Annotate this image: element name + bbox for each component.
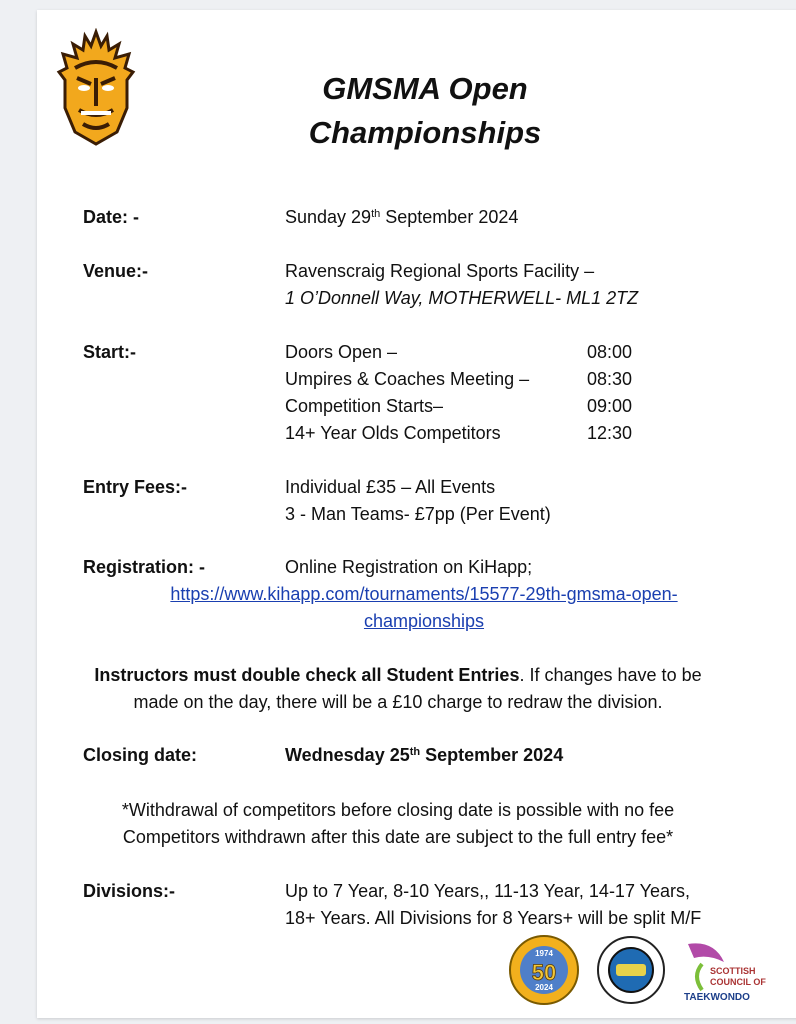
venue-line-2: 1 O’Donnell Way, MOTHERWELL- ML1 2TZ [285, 288, 639, 308]
sct-line-3: TAEKWONDO [684, 992, 750, 1003]
date-day: Sunday 29 [285, 207, 372, 227]
closing-value [285, 744, 563, 766]
registration-label: Registration: - [83, 557, 206, 577]
svg-text:1974: 1974 [535, 949, 553, 958]
date-value [285, 206, 518, 228]
start-event: Doors Open – [285, 342, 398, 362]
date-label: Date: - [83, 207, 140, 227]
notice-line-1 [0, 664, 796, 686]
svg-text:2024: 2024 [535, 983, 553, 992]
start-label: Start:- [83, 342, 136, 362]
divisions-label: Divisions:- [83, 881, 176, 901]
svg-text:50: 50 [531, 960, 557, 985]
withdrawal-line-1: *Withdrawal of competitors before closing date is possible with no fee [121, 800, 675, 820]
registration-text: Online Registration on KiHapp; [285, 557, 533, 577]
start-time: 09:00 [587, 396, 633, 416]
gmsma-mask-logo [55, 28, 137, 148]
venue-label: Venue:- [83, 261, 149, 281]
divisions-line-2: 18+ Years. All Divisions for 8 Years+ will be split M/F [285, 908, 702, 928]
fees-line-2: 3 - Man Teams- £7pp (Per Event) [285, 504, 551, 524]
closing-rest: September 2024 [420, 745, 564, 765]
date-sup: th [371, 208, 381, 220]
date-rest: September 2024 [380, 207, 519, 227]
start-time: 08:00 [587, 342, 633, 362]
closing-sup: th [409, 746, 421, 758]
start-event: 14+ Year Olds Competitors [285, 423, 501, 443]
notice-bold: Instructors must double check all Student Entries [94, 665, 520, 685]
withdrawal-line-2: Competitors withdrawn after this date are subject to the full entry fee* [122, 827, 674, 847]
venue-line-1: Ravenscraig Regional Sports Facility – [285, 261, 595, 281]
closing-day: Wednesday 25 [285, 745, 410, 765]
sct-line-2: COUNCIL OF [710, 977, 766, 987]
start-event: Competition Starts– [285, 396, 444, 416]
sct-line-1: SCOTTISH [710, 966, 756, 976]
fees-line-1: Individual £35 – All Events [285, 477, 496, 497]
anniversary-50-logo [508, 934, 580, 1006]
itf-logo [596, 934, 666, 1006]
start-time: 12:30 [587, 423, 633, 443]
fees-label: Entry Fees:- [83, 477, 188, 497]
start-event: Umpires & Coaches Meeting – [285, 369, 530, 389]
start-time: 08:30 [587, 369, 633, 389]
registration-link-cont[interactable]: championships [363, 611, 485, 631]
divisions-line-1: Up to 7 Year, 8-10 Years,, 11-13 Year, 14-17 Years, [285, 881, 690, 901]
title-line-1: GMSMA Open [322, 71, 528, 106]
notice-line-2: made on the day, there will be a £10 charge to redraw the division. [133, 692, 663, 712]
scottish-council-taekwondo-logo [674, 938, 766, 1008]
closing-label: Closing date: [83, 745, 198, 765]
notice-rest: . If changes have to be [519, 665, 702, 685]
registration-link[interactable]: https://www.kihapp.com/tournaments/15577-29th-gmsma-open- [170, 584, 678, 604]
title-line-2: Championships [308, 115, 542, 150]
